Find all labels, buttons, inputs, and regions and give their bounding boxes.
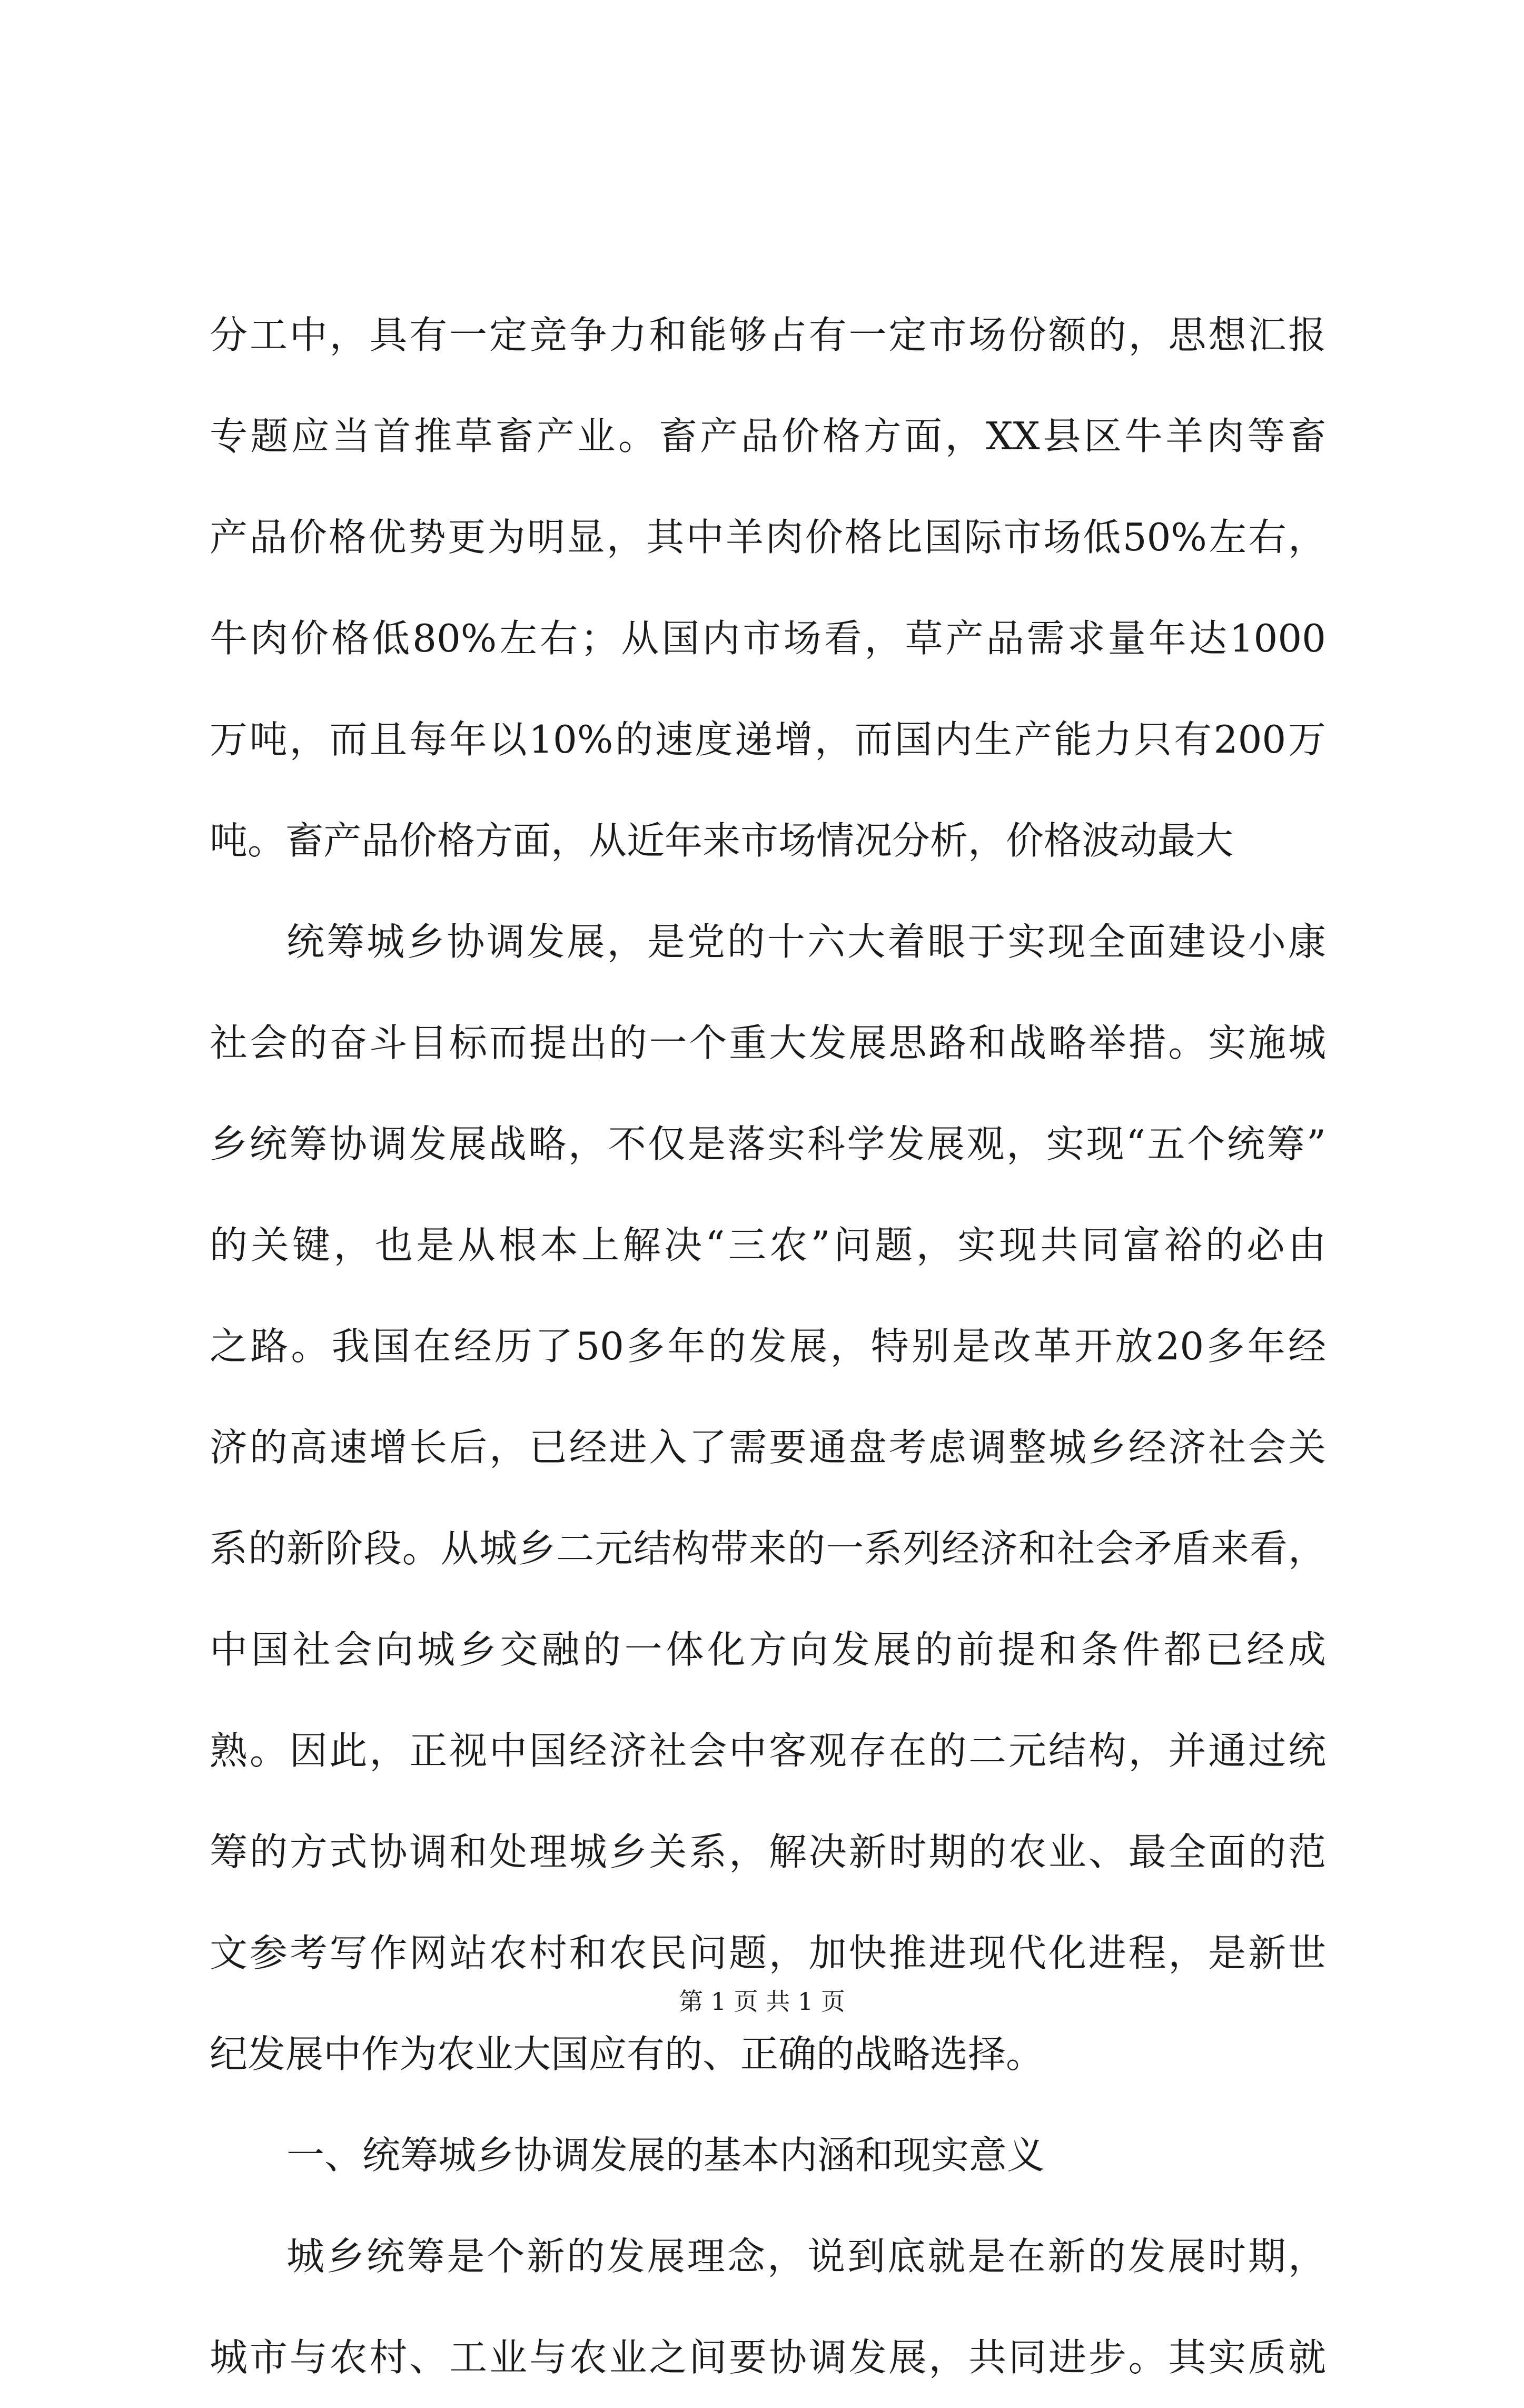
text-line: 乡统筹协调发展战略，不仅是落实科学发展观，实现“五个统筹” <box>210 1122 1326 1166</box>
text-line: 产品价格优势更为明显，其中羊肉价格比国际市场低50%左右， <box>210 515 1326 559</box>
text-line: 中国社会向城乡交融的一体化方向发展的前提和条件都已经成 <box>210 1627 1326 1672</box>
text-line: 城市与农村、工业与农业之间要协调发展，共同进步。其实质就 <box>210 2335 1326 2380</box>
text-line: 吨。畜产品价格方面，从近年来市场情况分析，价格波动最大 <box>210 818 1234 863</box>
page-footer: 第 1 页 共 1 页 <box>679 1987 845 2016</box>
text-line: 一、统筹城乡协调发展的基本内涵和现实意义 <box>286 2133 1045 2177</box>
text-line: 分工中，具有一定竞争力和能够占有一定市场份额的，思想汇报 <box>210 313 1326 357</box>
text-line: 专题应当首推草畜产业。畜产品价格方面，XX县区牛羊肉等畜 <box>210 414 1326 458</box>
text-line: 系的新阶段。从城乡二元结构带来的一系列经济和社会矛盾来看， <box>210 1526 1326 1571</box>
text-line: 万吨，而且每年以10%的速度递增，而国内生产能力只有200万 <box>210 717 1326 762</box>
text-line: 纪发展中作为农业大国应有的、正确的战略选择。 <box>210 2032 1044 2076</box>
text-line: 统筹城乡协调发展，是党的十六大着眼于实现全面建设小康 <box>286 920 1326 964</box>
text-line: 社会的奋斗目标而提出的一个重大发展思路和战略举措。实施城 <box>210 1021 1326 1065</box>
text-line: 城乡统筹是个新的发展理念，说到底就是在新的发展时期， <box>286 2234 1326 2278</box>
text-line: 济的高速增长后，已经进入了需要通盘考虑调整城乡经济社会关 <box>210 1425 1326 1469</box>
text-line: 的关键，也是从根本上解决“三农”问题，实现共同富裕的必由 <box>210 1223 1326 1267</box>
text-line: 筹的方式协调和处理城乡关系，解决新时期的农业、最全面的范 <box>210 1830 1326 1874</box>
text-line: 文参考写作网站农村和农民问题，加快推进现代化进程，是新世 <box>210 1931 1326 1975</box>
document-body <box>210 284 1326 2408</box>
text-line: 牛肉价格低80%左右；从国内市场看，草产品需求量年达1000 <box>210 616 1326 660</box>
text-line: 之路。我国在经历了50多年的发展，特别是改革开放20多年经 <box>210 1324 1326 1368</box>
text-line: 熟。因此，正视中国经济社会中客观存在的二元结构，并通过统 <box>210 1729 1326 1773</box>
